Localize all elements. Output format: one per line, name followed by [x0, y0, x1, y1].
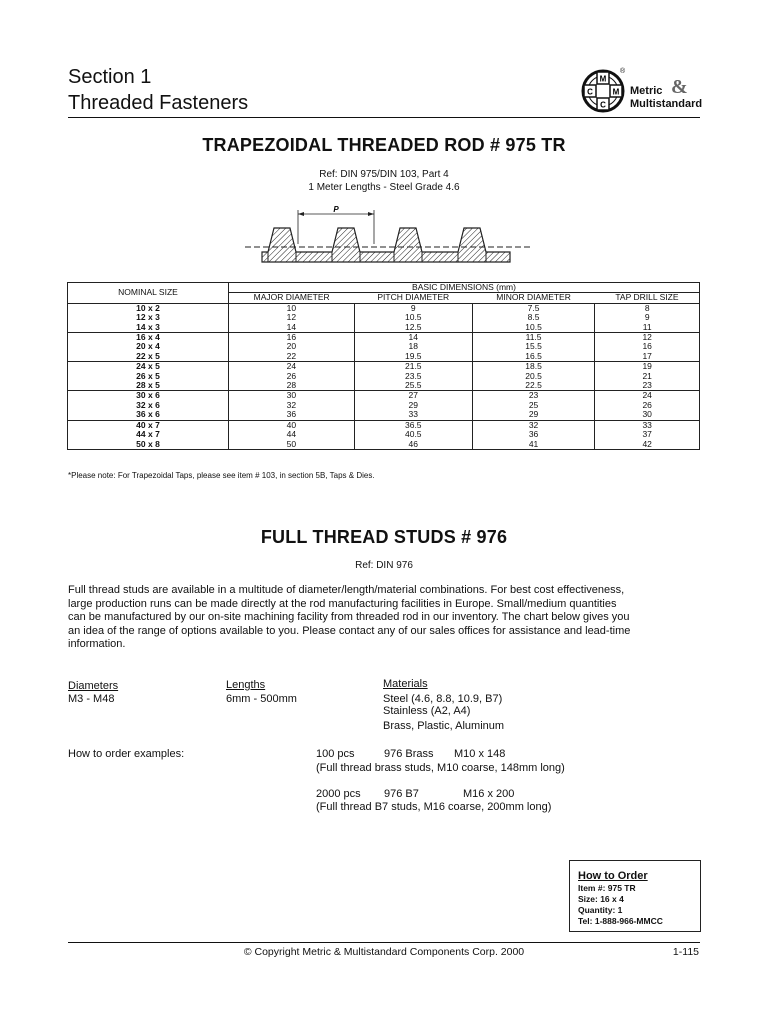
table-row — [68, 352, 700, 362]
table-row — [68, 372, 700, 381]
major-diameter-cell: 32 — [229, 401, 355, 410]
major-diameter-cell: 26 — [229, 372, 355, 381]
major-diameter-cell: 28 — [229, 381, 355, 391]
paragraph-line: can be manufactured by our on-site machining facility from threaded rod in our inventory. The chart below gives you — [68, 611, 630, 623]
table-row — [68, 410, 700, 420]
tap-drill-cell: 21 — [642, 370, 652, 381]
minor-diameter-cell: 29 — [472, 410, 595, 420]
logo-letter: C — [600, 100, 606, 110]
minor-diameter-cell: 10.5 — [472, 323, 595, 333]
major-diameter-cell: 14 — [229, 323, 355, 333]
example-item: 976 Brass — [384, 748, 434, 760]
diameters-label: Diameters — [68, 680, 119, 692]
minor-diameter-cell: 32 — [472, 420, 595, 430]
material-item: Steel (4.6, 8.8, 10.9, B7) — [383, 693, 503, 705]
nominal-size-cell: 20 x 4 — [68, 342, 229, 351]
rod-title: TRAPEZOIDAL THREADED ROD # 975 TR — [202, 135, 566, 155]
materials-label: Materials — [383, 678, 428, 690]
tap-drill-cell: 33 — [642, 419, 652, 430]
pitch-diameter-cell: 46 — [354, 440, 472, 450]
tap-drill-cell: 8 — [644, 302, 650, 313]
section-heading — [68, 64, 248, 116]
tap-drill-cell: 12 — [642, 332, 652, 343]
registered-mark: ® — [620, 68, 626, 75]
minor-diameter-cell: 20.5 — [472, 372, 595, 381]
tap-drill-cell: 16 — [642, 341, 652, 352]
nominal-size-cell: 32 x 6 — [68, 401, 229, 410]
table-row — [68, 333, 700, 343]
copyright-notice: © Copyright Metric & Multistandard Components Corp. 2000 — [243, 946, 525, 958]
pitch-diameter-cell: 27 — [354, 391, 472, 401]
table-row — [68, 342, 700, 351]
pitch-diameter-cell: 23.5 — [354, 372, 472, 381]
tap-drill-cell: 30 — [595, 410, 700, 420]
basic-dimensions-header: BASIC DIMENSIONS (mm) — [229, 283, 700, 293]
tap-drill-cell: 23 — [595, 381, 700, 391]
nominal-size-cell: 36 x 6 — [68, 410, 229, 420]
section-number: Section 1 — [68, 66, 152, 88]
tap-drill-cell: 17 — [595, 352, 700, 362]
rod-lengths: 1 Meter Lengths - Steel Grade 4.6 — [308, 182, 460, 193]
minor-diameter-cell: 8.5 — [472, 313, 595, 322]
minor-diameter-cell: 23 — [472, 391, 595, 401]
logo-letter: M — [599, 74, 607, 84]
page-number: 1-115 — [672, 946, 699, 958]
major-diameter-cell: 20 — [229, 342, 355, 351]
order-examples-label: How to order examples: — [68, 748, 185, 760]
dimensions-table — [67, 282, 700, 450]
logo-text-multistandard: Multistandard — [630, 98, 703, 110]
rod-footnote: *Please note: For Trapezoidal Taps, please see item # 103, in section 5B, Taps & Dies. — [68, 471, 375, 480]
major-diameter-cell: 50 — [229, 440, 355, 450]
nominal-size-cell: 28 x 5 — [68, 381, 229, 391]
how-to-order-title: How to Order — [578, 870, 648, 882]
nominal-size-cell: 26 x 5 — [68, 372, 229, 381]
material-item: Brass, Plastic, Aluminum — [383, 720, 505, 732]
nominal-size-cell: 12 x 3 — [68, 313, 229, 322]
minor-diameter-cell: 41 — [472, 440, 595, 450]
minor-diameter-cell: 15.5 — [472, 342, 595, 351]
column-header: TAP DRILL SIZE — [595, 293, 700, 303]
major-diameter-cell: 44 — [229, 430, 355, 439]
table-row — [68, 391, 700, 401]
logo-letter: C — [587, 87, 593, 97]
tap-drill-cell: 24 — [642, 390, 652, 401]
minor-diameter-cell: 18.5 — [472, 362, 595, 372]
paragraph-line: Full thread studs are available in a multitude of diameter/length/material combinations. For best cost effectiveness, — [68, 584, 625, 596]
pitch-label: P — [333, 205, 339, 214]
tap-drill-cell: 42 — [642, 438, 652, 449]
company-logo — [580, 68, 750, 114]
example-quantity: 100 pcs — [316, 748, 355, 760]
major-diameter-cell: 24 — [229, 362, 355, 372]
nominal-size-cell: 16 x 4 — [68, 333, 229, 343]
how-to-order-box — [569, 860, 701, 932]
minor-diameter-cell: 36 — [472, 430, 595, 439]
pitch-diameter-cell: 29 — [354, 401, 472, 410]
logo-text-metric: Metric — [630, 85, 663, 97]
nominal-size-cell: 14 x 3 — [68, 323, 229, 333]
lengths-value: 6mm - 500mm — [226, 693, 297, 705]
table-row — [68, 323, 700, 333]
nominal-size-cell: 40 x 7 — [68, 420, 229, 430]
pitch-diameter-cell: 14 — [354, 333, 472, 343]
logo-letter: M — [612, 87, 620, 97]
order-quantity: Quantity: 1 — [578, 905, 623, 915]
tap-drill-cell: 19 — [642, 361, 652, 372]
table-row — [68, 401, 700, 410]
header-divider — [68, 117, 700, 118]
footer-divider — [68, 942, 700, 943]
example-item: 976 B7 — [384, 788, 419, 800]
pitch-diameter-cell: 19.5 — [354, 352, 472, 362]
pitch-diameter-cell: 33 — [354, 410, 472, 420]
column-header: MINOR DIAMETER — [472, 293, 595, 303]
minor-diameter-cell: 16.5 — [472, 352, 595, 362]
table-row — [68, 440, 700, 450]
studs-reference: Ref: DIN 976 — [355, 560, 413, 571]
thread-profile-diagram — [240, 200, 530, 280]
nominal-size-header: NOMINAL SIZE — [68, 283, 229, 304]
pitch-diameter-cell: 25.5 — [354, 381, 472, 391]
major-diameter-cell: 40 — [229, 420, 355, 430]
studs-title: FULL THREAD STUDS # 976 — [260, 527, 508, 547]
rod-reference: Ref: DIN 975/DIN 103, Part 4 — [319, 169, 449, 180]
paragraph-line: an idea of the range of options available to you. Please contact any of our sales offices for assistance and lead-time — [68, 624, 631, 637]
tap-drill-cell: 9 — [644, 312, 650, 323]
example-quantity: 2000 pcs — [316, 788, 361, 800]
pitch-diameter-cell: 9 — [354, 303, 472, 313]
example-description: (Full thread B7 studs, M16 coarse, 200mm long) — [316, 801, 552, 813]
nominal-size-cell: 10 x 2 — [68, 303, 229, 313]
pitch-diameter-cell: 12.5 — [354, 323, 472, 333]
pitch-diameter-cell: 10.5 — [354, 313, 472, 322]
tap-drill-cell: 37 — [642, 429, 652, 440]
table-row — [68, 381, 700, 391]
nominal-size-cell: 50 x 8 — [68, 440, 229, 450]
pitch-diameter-cell: 36.5 — [354, 420, 472, 430]
diameters-value: M3 - M48 — [68, 693, 115, 705]
nominal-size-cell: 24 x 5 — [68, 362, 229, 372]
major-diameter-cell: 10 — [229, 303, 355, 313]
table-row — [68, 303, 700, 313]
order-phone: Tel: 1-888-966-MMCC — [578, 916, 663, 926]
minor-diameter-cell: 11.5 — [472, 333, 595, 343]
tap-drill-cell: 11 — [595, 323, 700, 333]
major-diameter-cell: 22 — [229, 352, 355, 362]
example-size: M16 x 200 — [463, 788, 515, 800]
order-item-number: Item #: 975 TR — [578, 883, 636, 893]
major-diameter-cell: 30 — [229, 391, 355, 401]
column-header: PITCH DIAMETER — [354, 293, 472, 303]
minor-diameter-cell: 7.5 — [472, 303, 595, 313]
example-description: (Full thread brass studs, M10 coarse, 148mm long) — [316, 762, 565, 774]
tap-drill-cell: 26 — [642, 399, 652, 410]
nominal-size-cell: 30 x 6 — [68, 391, 229, 401]
paragraph-line: information. — [68, 638, 126, 650]
studs-description — [68, 584, 704, 652]
material-item: Stainless (A2, A4) — [383, 705, 471, 717]
pitch-diameter-cell: 18 — [354, 342, 472, 351]
table-row — [68, 362, 700, 372]
pitch-diameter-cell: 21.5 — [354, 362, 472, 372]
minor-diameter-cell: 22.5 — [472, 381, 595, 391]
dimensions-table-body — [68, 303, 700, 449]
table-row — [68, 313, 700, 322]
example-size: M10 x 148 — [454, 748, 506, 760]
major-diameter-cell: 16 — [229, 333, 355, 343]
logo-ampersand: & — [671, 76, 688, 98]
lengths-label: Lengths — [226, 679, 266, 691]
table-row — [68, 430, 700, 439]
table-row — [68, 420, 700, 430]
order-size: Size: 16 x 4 — [578, 894, 624, 904]
column-header: MAJOR DIAMETER — [229, 293, 355, 303]
pitch-diameter-cell: 40.5 — [354, 430, 472, 439]
paragraph-line: large production runs can be made directly at the rod manufacturing facilities in Europe. Small/medium quantities — [68, 597, 617, 610]
major-diameter-cell: 12 — [229, 313, 355, 322]
nominal-size-cell: 44 x 7 — [68, 430, 229, 439]
major-diameter-cell: 36 — [229, 410, 355, 420]
section-subtitle: Threaded Fasteners — [68, 92, 249, 114]
nominal-size-cell: 22 x 5 — [68, 352, 229, 362]
minor-diameter-cell: 25 — [472, 401, 595, 410]
